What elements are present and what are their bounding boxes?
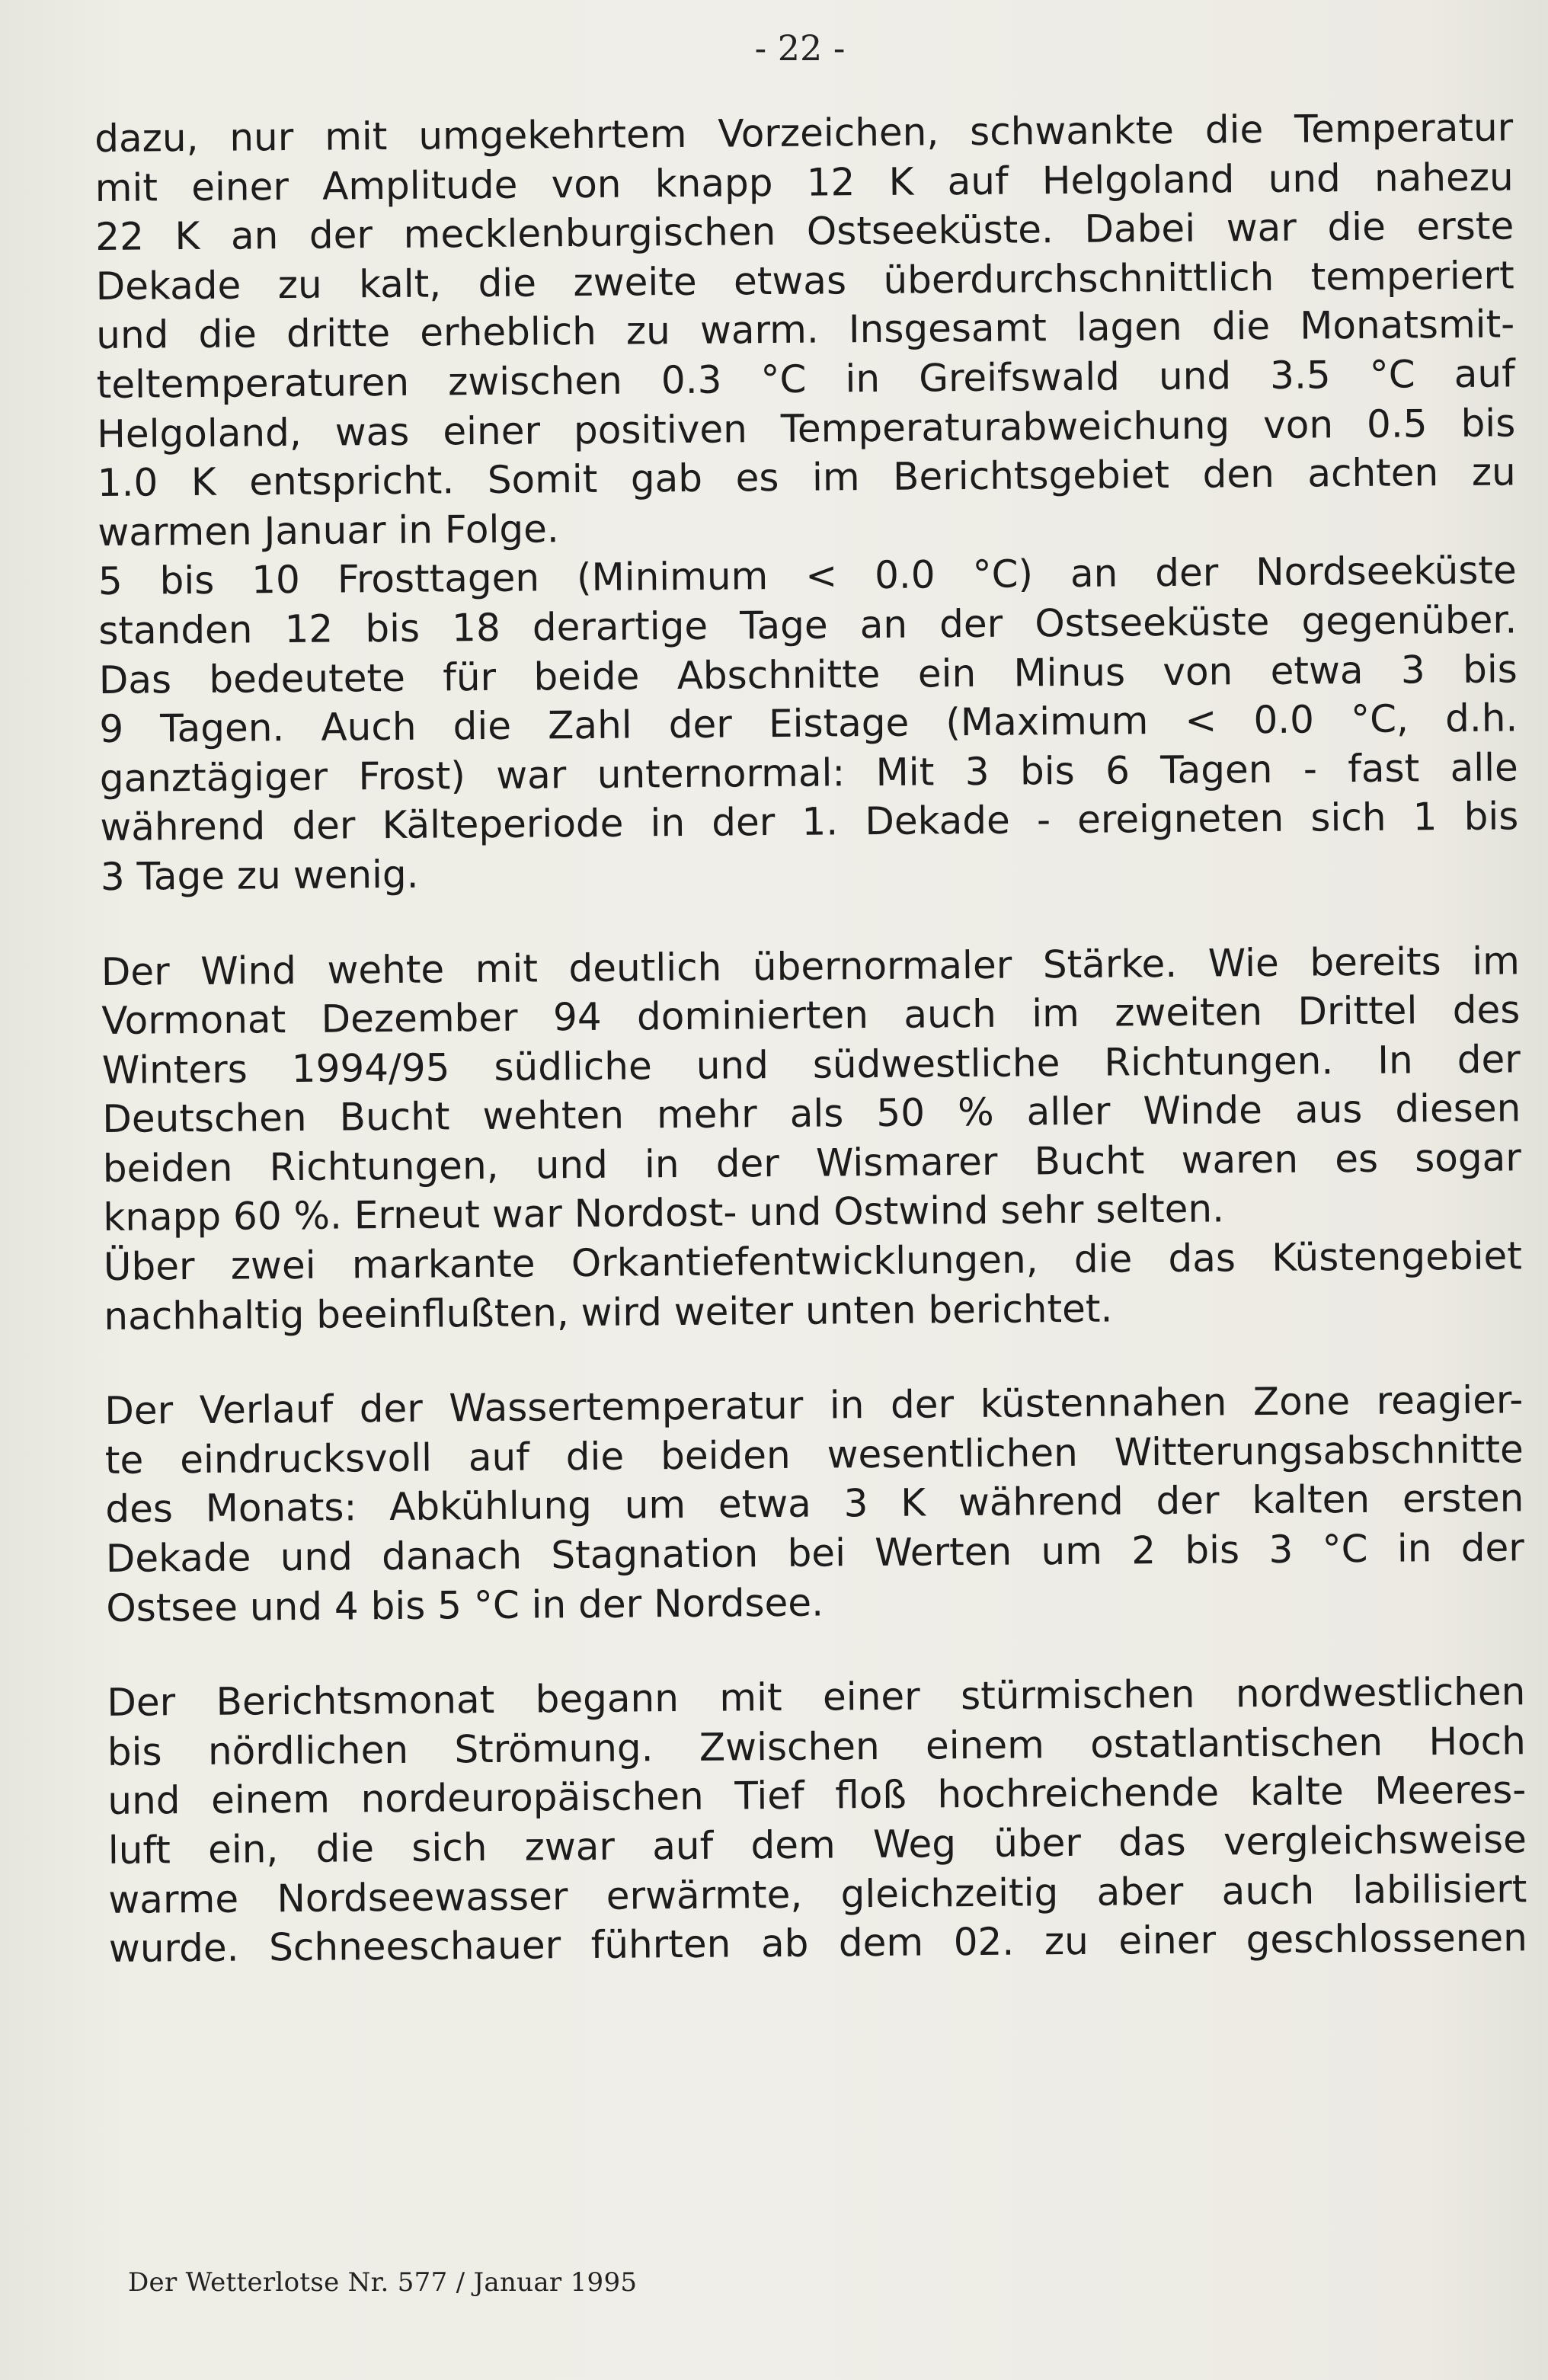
text-line: standen 12 bis 18 derartige Tage an der Ostseeküste gegenüber. [98, 597, 1518, 653]
text-line: luft ein, die sich zwar auf dem Weg über das vergleichsweise [107, 1817, 1527, 1873]
text-line: Das bedeutete für beide Abschnitte ein Minus von etwa 3 bis [98, 646, 1518, 702]
text-line: Über zwei markante Orkantiefentwicklungen, die das Küstengebiet [103, 1233, 1523, 1290]
text-line: Winters 1994/95 südliche und südwestliche Richtungen. In der [101, 1037, 1521, 1092]
page-number: - 22 - [754, 27, 846, 69]
text-line: 22 K an der mecklenburgischen Ostseeküste. Dabei war die erste [95, 203, 1514, 260]
text-line: warme Nordseewasser erwärmte, gleichzeitig aber auch labilisiert [108, 1866, 1527, 1922]
text-line: bis nördlichen Strömung. Zwischen einem ostatlantischen Hoch [107, 1719, 1527, 1774]
paragraph [98, 546, 1519, 902]
text-line: und einem nordeuropäischen Tief floß hochreichende kalte Meeres- [107, 1767, 1527, 1824]
text-line: 1.0 K entspricht. Somit gab es im Berichtsgebiet den achten zu [97, 449, 1516, 506]
footer-citation: Der Wetterlotse Nr. 577 / Januar 1995 [128, 2267, 638, 2298]
text-line: dazu, nur mit umgekehrtem Vorzeichen, schwankte die Temperatur [94, 105, 1514, 161]
text-line: nachhaltig beeinflußten, wird weiter unten berichtet. [104, 1286, 1113, 1339]
text-line: Dekade zu kalt, die zweite etwas überdurchschnittlich temperiert [95, 253, 1514, 309]
text-line: beiden Richtungen, und in der Wismarer Bucht waren es sogar [102, 1135, 1522, 1191]
text-line: des Monats: Abkühlung um etwa 3 K während der kalten ersten [105, 1476, 1524, 1532]
text-line: te eindrucksvoll auf die beiden wesentlichen Witterungsabschnitte [104, 1427, 1524, 1483]
text-line: teltemperaturen zwischen 0.3 °C in Greifswald und 3.5 °C auf [96, 351, 1515, 407]
text-line: Vormonat Dezember 94 dominierten auch im zweiten Drittel des [101, 987, 1521, 1044]
paragraph [94, 103, 1517, 557]
text-line: Dekade und danach Stagnation bei Werten um 2 bis 3 °C in der [105, 1525, 1525, 1581]
text-line: knapp 60 %. Erneut war Nordost- und Ostwind sehr selten. [103, 1186, 1225, 1240]
text-line: Ostsee und 4 bis 5 °C in der Nordsee. [106, 1580, 824, 1630]
text-line: Helgoland, was einer positiven Temperaturabweichung von 0.5 bis [97, 400, 1516, 456]
paragraph [101, 936, 1522, 1243]
text-line: und die dritte erheblich zu warm. Insgesamt lagen die Monatsmit- [96, 302, 1515, 358]
text-line: 9 Tagen. Auch die Zahl der Eistage (Maximum < 0.0 °C, d.h. [99, 696, 1518, 752]
paragraph [104, 1376, 1524, 1633]
body-text [94, 103, 1527, 1973]
text-line: Der Berichtsmonat begann mit einer stürmischen nordwestlichen [107, 1669, 1526, 1726]
text-line: während der Kälteperiode in der 1. Dekade - ereigneten sich 1 bis [100, 794, 1519, 850]
text-line: ganztägiger Frost) war unternormal: Mit 3 bis 6 Tagen - fast alle [99, 745, 1519, 801]
paragraph [104, 1231, 1523, 1341]
text-line: warmen Januar in Folge. [98, 506, 559, 555]
text-line: mit einer Amplitude von knapp 12 K auf Helgoland und nahezu [94, 154, 1514, 210]
text-line: Der Verlauf der Wassertemperatur in der küstennahen Zone reagier- [104, 1377, 1524, 1434]
text-line: Der Wind wehte mit deutlich übernormaler Stärke. Wie bereits im [101, 938, 1521, 994]
text-line: wurde. Schneeschauer führten ab dem 02. zu einer geschlossenen [108, 1915, 1528, 1972]
paragraph [107, 1668, 1527, 1974]
text-line: Deutschen Bucht wehten mehr als 50 % aller Winde aus diesen [102, 1086, 1521, 1142]
text-line: 3 Tage zu wenig. [100, 852, 419, 899]
text-line: 5 bis 10 Frosttagen (Minimum < 0.0 °C) an der Nordseeküste [98, 548, 1517, 604]
